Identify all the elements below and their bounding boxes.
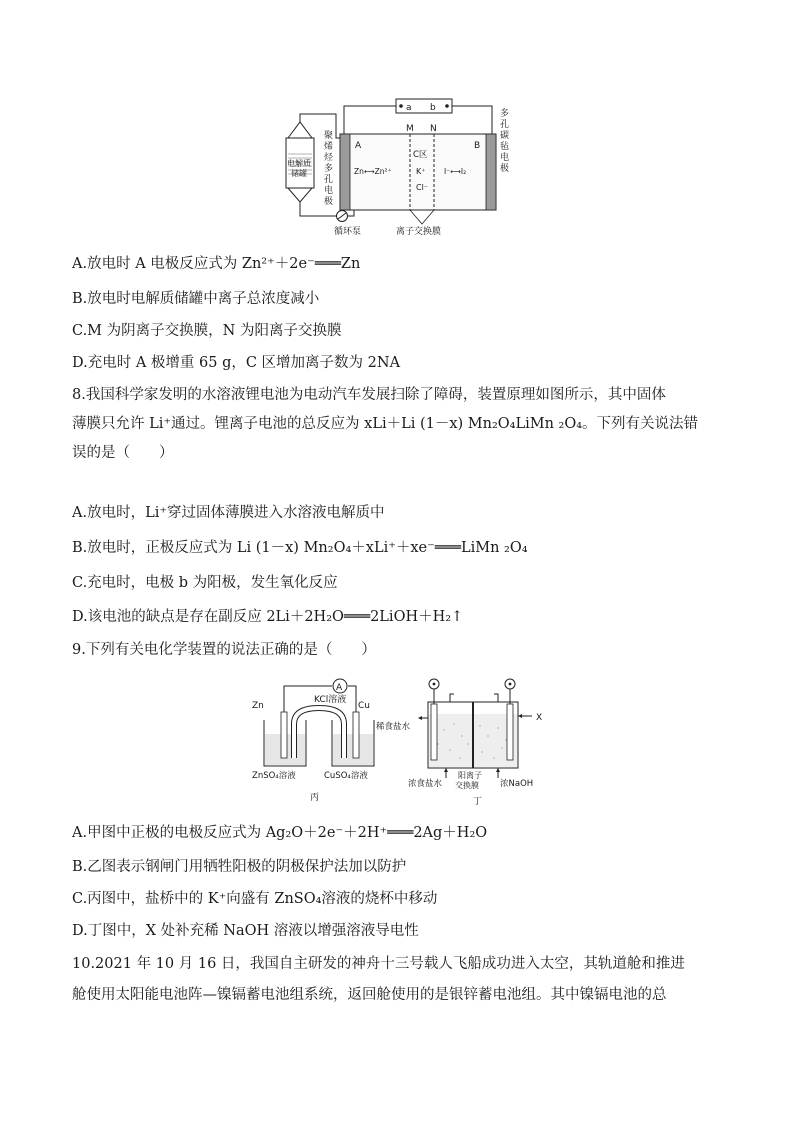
q8-option-a: A.放电时，Li⁺穿过固体薄膜进入水溶液电解质中 (72, 505, 385, 521)
pump-label: 循环泵 (334, 227, 362, 237)
meter-terminal-b: b (430, 103, 436, 113)
q9-option-b: B.乙图表示钢闸门用牺牲阳极的阴极保护法加以防护 (72, 859, 407, 875)
cu-electrode-label: Cu (358, 701, 370, 711)
flow-battery-figure (280, 92, 530, 242)
zone-c-label: C区 (413, 150, 428, 160)
membrane-label-n: N (430, 124, 437, 134)
tank-label: 电解质储罐 (287, 159, 311, 178)
k-ion-label: K⁺ (416, 167, 426, 176)
q9-option-d: D.丁图中，X 处补充稀 NaOH 溶液以增强溶液导电性 (72, 923, 419, 939)
conc-brine-label: 浓食盐水 (408, 779, 443, 789)
electrolysis-cell-figure (374, 674, 554, 809)
membrane-label: 离子交换膜 (396, 227, 442, 237)
right-electrode-label: 多孔碳毡电极 (500, 109, 510, 174)
cl-ion-label: Cl⁻ (416, 183, 429, 192)
q8-stem-line3: 误的是（ ） (72, 445, 174, 461)
q9-stem: 9.下列有关电化学装置的说法正确的是（ ） (72, 642, 376, 658)
q8-option-c: C.充电时，电极 b 为阳极，发生氧化反应 (72, 575, 338, 591)
q9-option-a: A.甲图中正极的电极反应式为 Ag₂O＋2e⁻＋2H⁺═══2Ag＋H₂O (72, 825, 488, 841)
znso4-label: ZnSO₄溶液 (252, 771, 296, 781)
electrode-label-a: A (355, 141, 362, 151)
q7-option-b: B.放电时电解质储罐中离子总浓度减小 (72, 291, 320, 307)
cation-membrane-label: 阳离子交换膜 (455, 771, 482, 790)
q9-option-c: C.丙图中，盐桥中的 K⁺向盛有 ZnSO₄溶液的烧杯中移动 (72, 891, 438, 907)
q8-option-d: D.该电池的缺点是存在副反应 2Li＋2H₂O═══2LiOH＋H₂↑ (72, 609, 464, 625)
q7-option-a: A.放电时 A 电极反应式为 Zn²⁺＋2e⁻═══Zn (72, 256, 361, 272)
q10-stem-line2: 舱使用太阳能电池阵—镍镉蓄电池组系统，返回舱使用的是银锌蓄电池组。其中镍镉电池的总 (72, 987, 667, 1003)
q7-option-c: C.M 为阴离子交换膜，N 为阳离子交换膜 (72, 323, 342, 339)
iodine-reaction-label: I⁻⟷I₂ (444, 167, 467, 176)
salt-bridge-label: KCl溶液 (314, 695, 347, 705)
ammeter-label: A (336, 683, 343, 693)
q10-stem-line1: 10.2021 年 10 月 16 日，我国自主研发的神舟十三号载人飞船成功进入太空，其轨道舱和推进 (72, 956, 685, 972)
membrane-label-m: M (406, 124, 414, 134)
q8-stem-line2: 薄膜只允许 Li⁺通过。锂离子电池的总反应为 xLi＋Li (1－x) Mn₂O₄LiMn ₂O₄。下列有关说法错 (72, 416, 699, 432)
conc-naoh-label: 浓NaOH (500, 779, 534, 789)
cuso4-label: CuSO₄溶液 (324, 771, 368, 781)
dilute-brine-label: 稀食盐水 (376, 722, 411, 732)
electrode-label-b: B (474, 141, 481, 151)
left-electrode-label: 聚烯烃多孔电极 (324, 131, 334, 207)
q8-option-b: B.放电时，正极反应式为 Li (1－x) Mn₂O₄＋xLi⁺＋xe⁻═══LiMn ₂O₄ (72, 540, 528, 556)
figure-caption-bing: 丙 (310, 793, 320, 803)
meter-terminal-a: a (406, 103, 412, 113)
zn-electrode-label: Zn (252, 701, 264, 711)
q8-stem-line1: 8.我国科学家发明的水溶液锂电池为电动汽车发展扫除了障碍，装置原理如图所示，其中固体 (72, 387, 666, 403)
figure-caption-ding: 丁 (473, 797, 483, 807)
x-label: X (536, 713, 543, 723)
q7-option-d: D.充电时 A 极增重 65 g，C 区增加离子数为 2NA (72, 355, 401, 371)
zn-reaction-label: Zn⟷Zn²⁺ (354, 167, 392, 176)
